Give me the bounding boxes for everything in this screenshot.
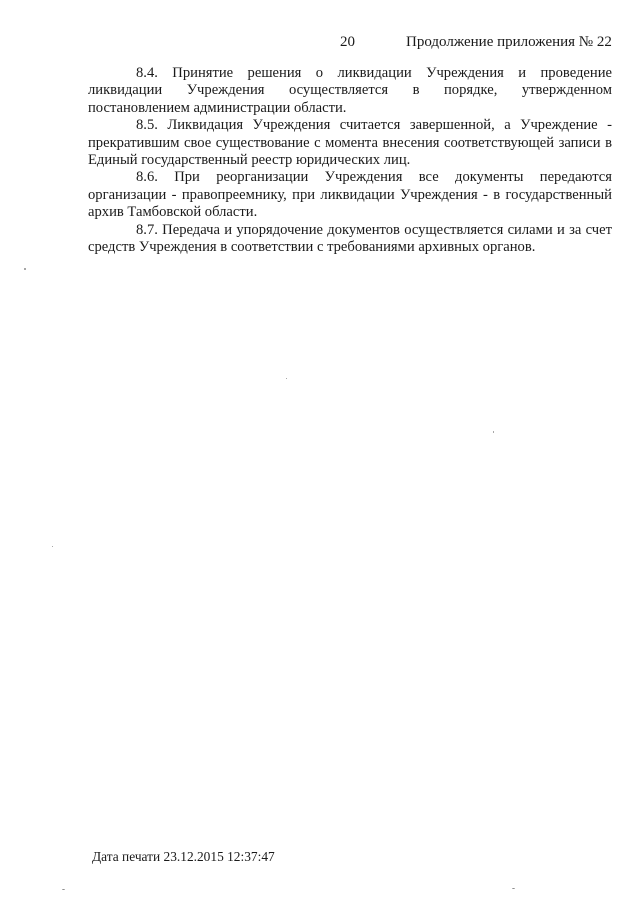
page-number: 20 bbox=[340, 34, 355, 50]
scan-speck bbox=[52, 546, 53, 547]
scan-speck bbox=[24, 268, 26, 270]
paragraph-8-7: 8.7. Передача и упорядочение документов осуществляется силами и за счет средств Учреждения в соответствии с требованиями архивных органов. bbox=[88, 221, 612, 256]
paragraph-8-4: 8.4. Принятие решения о ликвидации Учреждения и проведение ликвидации Учреждения осуществляется в порядке, утвержденном постановлением администрации области. bbox=[88, 65, 612, 116]
paragraph-8-6: 8.6. При реорганизации Учреждения все документы передаются организации - правопреемнику, при ликвидации Учреждения - в государственный архив Тамбовской области. bbox=[88, 169, 612, 221]
scan-speck bbox=[286, 378, 287, 379]
scan-speck bbox=[493, 431, 494, 433]
scan-speck bbox=[512, 888, 515, 889]
footer-print-date: Дата печати 23.12.2015 12:37:47 bbox=[92, 849, 275, 864]
paragraph-8-5: 8.5. Ликвидация Учреждения считается завершенной, а Учреждение - прекратившим свое существование с момента внесения соответствующей записи в Единый государственный реестр юридических лиц. bbox=[88, 117, 612, 169]
header-caption: Продолжение приложения № 22 bbox=[406, 34, 612, 50]
document-body bbox=[88, 65, 612, 256]
scan-speck bbox=[62, 889, 65, 890]
